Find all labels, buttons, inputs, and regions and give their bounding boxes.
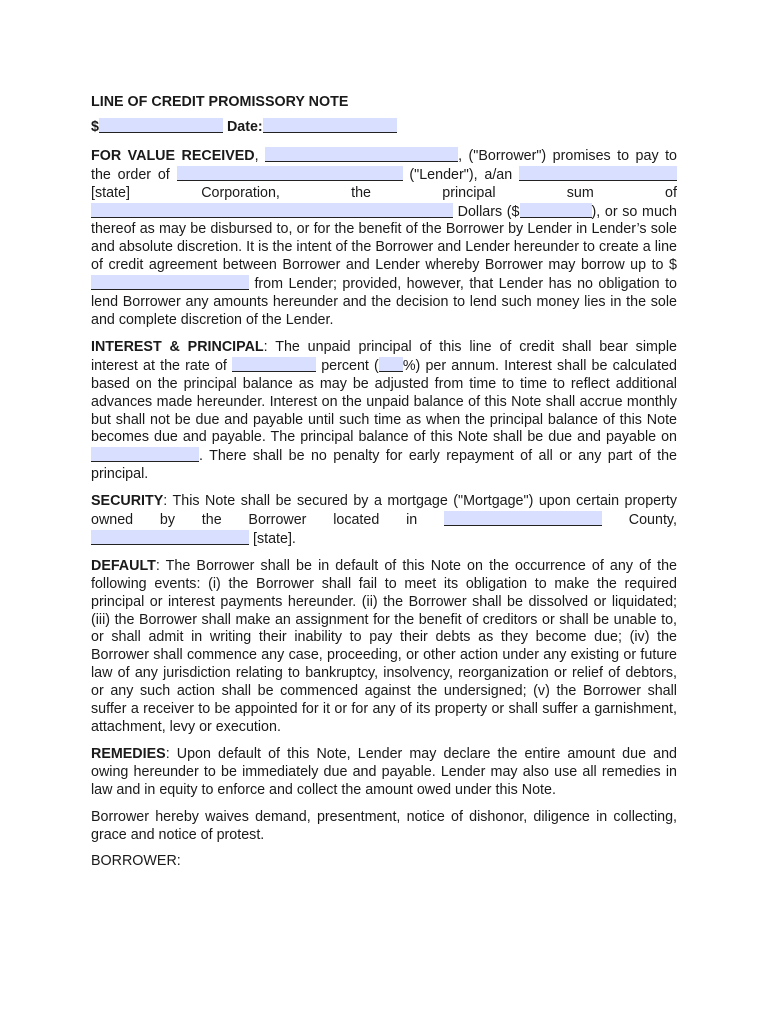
lender-name-field[interactable] xyxy=(177,166,403,181)
remedies-heading: REMEDIES xyxy=(91,745,166,762)
default-heading: DEFAULT xyxy=(91,557,156,574)
county-label: County, xyxy=(602,512,677,529)
date-label: Date: xyxy=(226,118,263,135)
sum-words-field[interactable] xyxy=(91,203,453,218)
borrower-state-field[interactable] xyxy=(519,166,677,181)
state-corporation-text: [state] Corporation, the principal sum xyxy=(91,184,594,201)
security-paragraph xyxy=(91,493,677,549)
borrower-promise-text: , ("Borrower") promises to pay to xyxy=(458,147,677,164)
value-received-tail: from Lender; provided, however, that Lender has no obligation to lend Borrower any amounts hereunder and the decision to lend such money lies in the sole and complete discretion of the Lender. xyxy=(91,276,677,328)
value-received-heading: FOR VALUE RECEIVED xyxy=(91,147,255,164)
of-text: of xyxy=(665,184,677,201)
lender-label-text: ("Lender"), xyxy=(402,166,478,183)
security-text: : This Note shall be secured by a mortgage ("Mortgage") upon certain property owned by the Borrower located xyxy=(91,493,677,529)
waiver-paragraph: Borrower hereby waives demand, presentment, notice of dishonor, diligence in collecting, grace and notice of protest. xyxy=(91,808,677,843)
due-date-field[interactable] xyxy=(91,447,199,462)
interest-text-2: percent ( xyxy=(316,357,379,374)
interest-rate-words-field[interactable] xyxy=(232,357,316,372)
dollars-text: Dollars ($ xyxy=(453,203,520,220)
value-received-paragraph xyxy=(91,147,677,330)
security-heading: SECURITY xyxy=(91,493,164,510)
interest-paragraph xyxy=(91,339,677,484)
interest-text-1: : The unpaid principal of this line of credit shall bear simple interest at the rate of xyxy=(91,338,677,374)
dollar-sign: $ xyxy=(91,118,99,135)
default-paragraph xyxy=(91,558,677,737)
interest-text-4: . There shall be no penalty for early repayment of all or any part of the principal. xyxy=(91,448,677,483)
date-field[interactable] xyxy=(263,118,397,133)
borrower-name-field[interactable] xyxy=(265,147,458,162)
amount-field[interactable] xyxy=(99,118,223,133)
value-received-body: much thereof as may be disbursed to, or for the benefit of the Borrower by Lender in Lender’s sole and absolute discretion. It is the intent of the Borrower and Lender hereunder to create a line of credit agreement between Borrower and Lender whereby Borrower may borrow up to $ xyxy=(91,203,677,274)
order-of-text: the order of xyxy=(91,166,170,183)
value-received-comma: , xyxy=(254,147,266,164)
property-state-field[interactable] xyxy=(91,530,249,545)
or-so-text: ), or so xyxy=(591,203,638,220)
remedies-paragraph xyxy=(91,746,677,800)
a-an-text: a/an xyxy=(484,166,519,183)
security-in-text: in xyxy=(406,512,444,529)
interest-rate-pct-field[interactable] xyxy=(379,357,403,372)
default-text: : The Borrower shall be in default of this Note on the occurrence of any of the following events: (i) the Borrower shall fail to meet its obligation to make the required principal or interest payments hereunder. (ii) the Borrower shall be dissolved or liquidated; (iii) the Borrower shall make an assignment for the benefit of creditors or shall be unable to, or shall admit in writing their inability to pay their debts as they become due; (iv) the Borrower shall commence any case, proceeding, or other action under any existing or future law of any jurisdiction relating to bankruptcy, insolvency, reorganization or relief of debtors, or any such action shall be commenced against the undersigned; (v) the Borrower shall suffer a receiver to be appointed for it or for any of its property or shall suffer a garnishment, attachment, levy or execution. xyxy=(91,557,677,735)
interest-text-3: %) per annum. Interest shall be calculated based on the principal balance as may be adjusted from time to time to reflect additional advances made hereunder. Interest on the unpaid balance of this Note shall accrue monthly but shall not be due and payable until such time as when the principal balance of this Note becomes due and payable. The principal balance of this Note shall be due and payable on xyxy=(91,357,677,446)
document-title: LINE OF CREDIT PROMISSORY NOTE xyxy=(91,94,349,110)
remedies-text: : Upon default of this Note, Lender may declare the entire amount due and owing hereunder to be immediately due and payable. Lender may also use all remedies in law and in equity to enforce and collect the amount owed under this Note. xyxy=(91,745,677,798)
interest-heading: INTEREST & PRINCIPAL xyxy=(91,338,264,355)
property-county-field[interactable] xyxy=(444,511,602,526)
sum-number-field[interactable] xyxy=(520,203,592,218)
state-label: [state]. xyxy=(249,530,296,547)
borrower-signature-label: BORROWER: xyxy=(91,853,181,870)
borrow-limit-field[interactable] xyxy=(91,275,249,290)
amount-date-line xyxy=(91,118,677,137)
